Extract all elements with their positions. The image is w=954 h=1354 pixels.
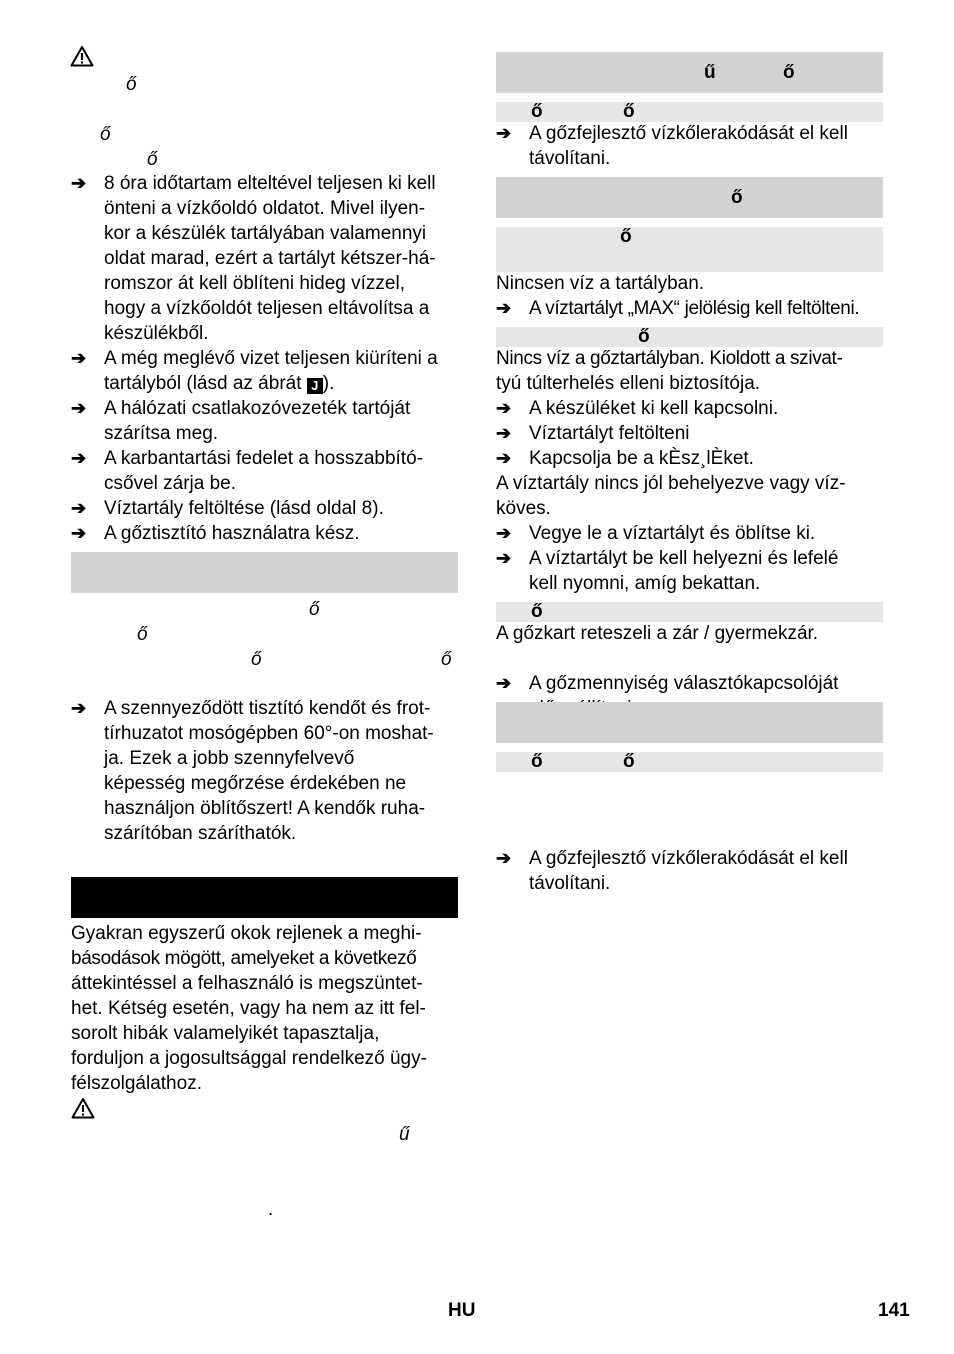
glyph-fragment: ő [783,62,795,83]
arrow-icon: ➔ [71,448,87,468]
remedy-list [496,396,888,471]
care-list [71,696,461,846]
list-item: ➔ A gőzfejlesztő vízkőlerakódását el kell távolítani. [496,848,848,894]
list-item: ➔ Víztartály feltöltése (lásd oldal 8). [71,498,384,519]
section-heading-bar [496,177,883,218]
subheading-bar [496,327,883,347]
troubleshooting-heading-bar [71,877,458,918]
subheading-bar [496,227,883,272]
list-item: ➔ A víztartályt be kell helyezni és lefelé kell nyomni, amíg bekattan. [496,548,839,594]
cause-text: A gőzkart reteszeli a zár / gyermekzár. [496,623,819,644]
list-item: ➔ A még meglévő vizet teljesen kiüríteni a tartályból (lásd az ábrát J ). [71,348,438,394]
subheading-bar [496,602,883,622]
section-heading-bar [496,52,883,93]
arrow-icon: ➔ [496,123,512,143]
arrow-icon: ➔ [71,498,87,518]
glyph-fragment: ő [309,599,320,620]
list-item: ➔ A hálózati csatlakozóvezeték tartóját szárítsa meg. [71,398,411,444]
glyph-fragment: ű [704,62,716,83]
arrow-icon: ➔ [496,423,512,443]
arrow-icon: ➔ [496,548,512,568]
arrow-icon: ➔ [496,298,512,318]
section-heading-bar [496,702,883,743]
glyph-fragment: ő [137,624,148,645]
glyph-fragment: ő [531,751,543,772]
subheading-bar [496,102,883,122]
glyph-fragment: ű [399,1124,410,1145]
list-item: ➔ A gőzmennyiség választókapcsolóját [496,673,839,694]
page-number: 141 [878,1300,910,1321]
remedy-list [496,521,888,596]
list-item: ➔ A gőztisztító használatra kész. [71,523,360,544]
list-item: ➔ A karbantartási fedelet a hosszabbító- csővel zárja be. [71,448,423,494]
cause-text: Nincs víz a gőztartályban. Kioldott a szivat- tyú túlterhelés elleni biztosítója. [496,348,843,394]
glyph-fragment: ő [638,326,650,347]
subheading-bar [496,752,883,772]
glyph-fragment: ő [620,226,632,247]
warning-icon [71,1097,95,1119]
arrow-icon: ➔ [71,398,87,418]
glyph-fragment: ő [531,601,543,622]
list-item: ➔ Vegye le a víztartályt és öblítse ki. [496,523,816,544]
glyph-fragment: ő [251,649,262,670]
arrow-icon: ➔ [496,398,512,418]
glyph-fragment: ő [531,101,543,122]
glyph-fragment: ő [126,74,137,95]
list-item: ➔ A víztartályt „MAX“ jelölésig kell feltölteni. [496,298,860,319]
glyph-fragment: ő [731,187,743,208]
cause-text: A víztartály nincs jól behelyezve vagy víz- köves. [496,473,846,519]
arrow-icon: ➔ [496,523,512,543]
list-item: ➔ Kapcsolja be a kÈsz¸lÈket. [496,448,754,469]
glyph-fragment: ő [623,101,635,122]
glyph-fragment: ő [100,124,111,145]
arrow-icon: ➔ [496,673,512,693]
glyph-fragment: ő [147,149,158,170]
arrow-icon: ➔ [71,523,87,543]
section-heading-bar [71,552,458,593]
list-item: ➔ A gőzfejlesztő vízkőlerakódását el kell távolítani. [496,123,848,169]
figure-ref-badge: J [307,378,323,394]
warning-icon [70,45,94,67]
troubleshooting-intro: Gyakran egyszerű okok rejlenek a meghi- básodások mögött, amelyeket a következő áttekintéssel a felhasználó is megszüntet- het. Kétség esetén, vagy ha nem az itt fel- sorolt hibák valamelyikét tapasztalja, forduljon a jogosultsággal rendelkező ügy- félszolgálathoz. [71,923,427,1094]
arrow-icon: ➔ [71,173,87,193]
list-item: ➔ Víztartályt feltölteni [496,423,690,444]
glyph-fragment: ő [441,649,452,670]
remedy-list [496,121,888,171]
maintenance-steps-list [71,171,461,546]
arrow-icon: ➔ [71,698,87,718]
glyph-fragment: ő [623,751,635,772]
list-item: ➔ 8 óra időtartam elteltével teljesen ki kell önteni a vízkőoldó oldatot. Mivel ilyen- kor a készülék tartályában valamennyi oldat marad, ezért a tartályt kétszer-há- romszor át kell öblíteni hideg vízzel, hogy a vízkőoldót teljesen eltávolítsa a készülékből. [71,173,436,344]
list-item: ➔ A készüléket ki kell kapcsolni. [496,398,779,419]
arrow-icon: ➔ [496,848,512,868]
list-item: ➔ A szennyeződött tisztító kendőt és frot- tírhuzatot mosógépben 60°-on moshat- ja. Ezek a jobb szennyfelvevő képesség megőrzése érdekében ne használjon öblítőszert! A kendők ruha- szárítóban száríthatók. [71,698,434,844]
stray-dot: . [268,1199,274,1220]
footer-language: HU [448,1300,476,1321]
arrow-icon: ➔ [71,348,87,368]
arrow-icon: ➔ [496,448,512,468]
cause-text: Nincsen víz a tartályban. [496,273,705,294]
